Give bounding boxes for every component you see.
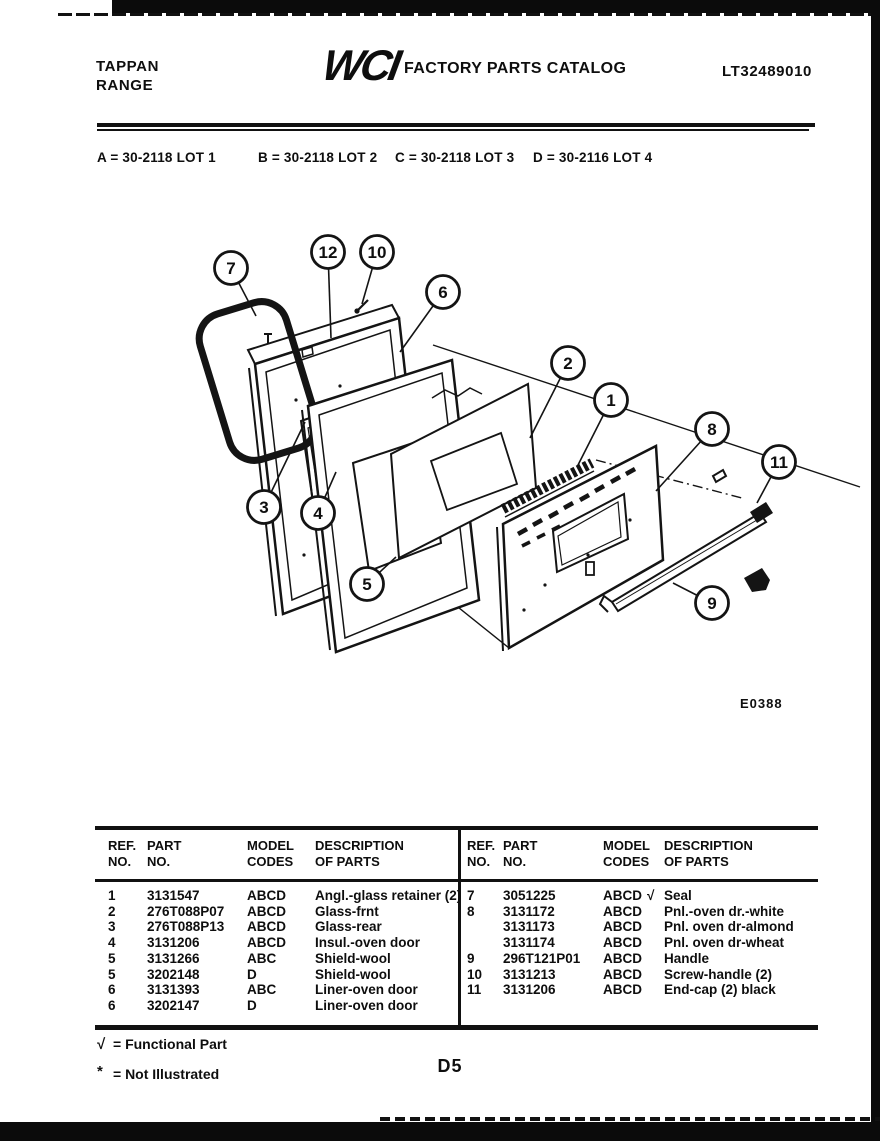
parts-table-right [461, 830, 818, 1025]
table-row: 6 3131393 ABC Liner-oven door [108, 982, 418, 998]
table-row: 3131173 ABCD Pnl. oven dr-almond [503, 919, 794, 935]
callout-9-label: 9 [707, 594, 717, 613]
table-row: 3 276T088P13 ABCD Glass-rear [108, 919, 382, 935]
model-lot-d: D = 30-2116 LOT 4 [533, 150, 653, 165]
callout-4-label: 4 [313, 504, 323, 523]
callout-5-label: 5 [362, 575, 372, 594]
col-codes: MODEL CODES [247, 838, 294, 869]
callout-8 [656, 413, 729, 492]
catalog-title: FACTORY PARTS CATALOG [404, 60, 627, 77]
table-rows-left [95, 882, 462, 1014]
brand-line1: TAPPAN [96, 58, 160, 75]
table-row: 11 3131206 ABCD End-cap (2) black [467, 982, 776, 998]
table-row: 2 276T088P07 ABCD Glass-frnt [108, 903, 379, 919]
callout-11-label: 11 [770, 453, 788, 472]
table-header-right [461, 830, 818, 882]
col-desc: DESCRIPTION OF PARTS [664, 838, 753, 869]
table-row: 6 3202147 D Liner-oven door [108, 997, 418, 1013]
footnote-functional-part [97, 1036, 227, 1053]
brand-line2: RANGE [96, 77, 154, 94]
col-ref: REF. NO. [108, 838, 137, 869]
model-lot-c: C = 30-2118 LOT 3 [395, 150, 515, 165]
footnote-text: = Not Illustrated [113, 1066, 220, 1082]
table-row: 5 3202148 D Shield-wool [108, 966, 391, 982]
callout-10 [361, 236, 394, 305]
table-row: 10 3131213 ABCD Screw-handle (2) [467, 966, 773, 982]
callout-12-label: 12 [318, 243, 338, 262]
table-row: 9 296T121P01 ABCD Handle [467, 950, 710, 966]
publication-number: LT32489010 [722, 63, 812, 80]
asterisk-icon: * [97, 1063, 103, 1080]
callout-1-label: 1 [606, 391, 616, 410]
footnote-not-illustrated [97, 1063, 219, 1082]
part-clip [713, 470, 726, 482]
functional-part-check: √ [647, 888, 655, 903]
callout-6-label: 6 [438, 283, 448, 302]
page-number: D5 [437, 1056, 463, 1076]
scan-bottom-ragged-line [380, 1117, 880, 1121]
col-flag [647, 838, 664, 879]
scan-bottom-bar [0, 1122, 880, 1141]
callout-8-label: 8 [707, 420, 717, 439]
col-ref: REF. NO. [467, 838, 496, 869]
callout-2-label: 2 [563, 354, 573, 373]
table-row: 3131174 ABCD Pnl. oven dr-wheat [503, 935, 785, 951]
table-row: 7 3051225 ABCD √ Seal [467, 888, 692, 903]
table-row: 8 3131172 ABCD Pnl.-oven dr.-white [467, 903, 785, 919]
model-lot-a: A = 30-2118 LOT 1 [97, 150, 216, 165]
table-row: 1 3131547 ABCD Angl.-glass retainer (2) [108, 888, 462, 903]
callout-9 [673, 583, 729, 620]
table-row: 4 3131206 ABCD Insul.-oven door [108, 935, 421, 951]
col-part: PART NO. [503, 838, 538, 869]
parts-table-left [95, 830, 462, 1025]
table-rows-right [461, 882, 818, 998]
check-icon: √ [97, 1036, 106, 1053]
wci-logo: WCI [318, 42, 402, 90]
col-codes: MODEL CODES [603, 838, 650, 869]
part-screw [354, 300, 368, 314]
callout-10-label: 10 [367, 243, 387, 262]
model-lot-b: B = 30-2118 LOT 2 [258, 150, 378, 165]
col-part: PART NO. [147, 838, 182, 869]
table-row: 5 3131266 ABC Shield-wool [108, 950, 391, 966]
callout-7-label: 7 [226, 259, 236, 278]
table-header-left [95, 830, 458, 882]
part-end-cap [744, 568, 770, 592]
col-desc: DESCRIPTION OF PARTS [315, 838, 404, 869]
callout-6 [400, 276, 460, 353]
parts-table [95, 826, 818, 1030]
footnote-text: = Functional Part [113, 1036, 227, 1052]
callout-3-label: 3 [259, 498, 269, 517]
figure-code: E0388 [740, 696, 783, 711]
